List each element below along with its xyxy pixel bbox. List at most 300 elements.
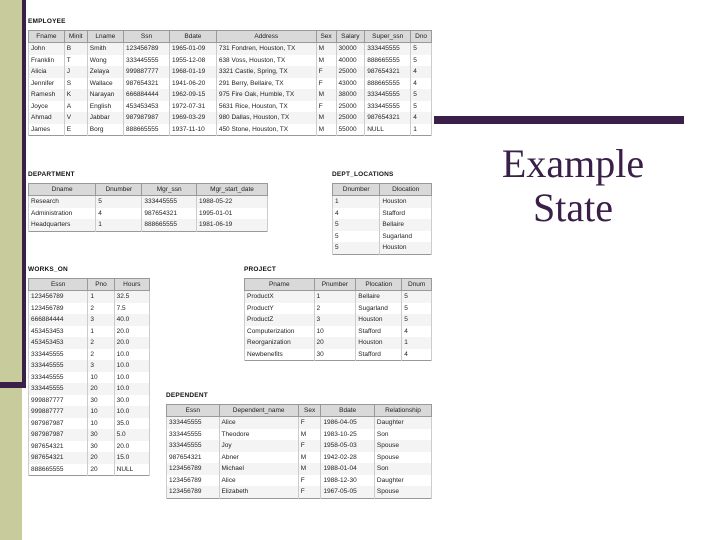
table-row	[245, 303, 432, 315]
table-cell: 1995-01-01	[197, 208, 268, 220]
table-cell: 7.5	[114, 303, 149, 315]
table-cell: 55000	[336, 124, 365, 136]
table-cell: 333445555	[29, 383, 88, 395]
table-row	[29, 395, 150, 407]
column-header: Sex	[298, 405, 321, 417]
table-row	[29, 464, 150, 476]
column-header: Mgr_ssn	[142, 184, 197, 196]
table-cell: 638 Voss, Houston, TX	[216, 55, 316, 67]
table-cell: 333445555	[167, 440, 220, 452]
table-cell: 1958-05-03	[321, 440, 374, 452]
table-cell: Bellaire	[380, 219, 432, 231]
table-cell: S	[64, 78, 87, 90]
table-cell: James	[29, 124, 65, 136]
works-on-label: WORKS_ON	[28, 266, 68, 273]
table-cell: 987987987	[123, 112, 169, 124]
table-cell: 453453453	[29, 326, 88, 338]
table-cell: 40.0	[114, 314, 149, 326]
table-cell: 20	[88, 383, 114, 395]
column-header: Fname	[29, 31, 65, 43]
table-cell: 333445555	[365, 89, 411, 101]
table-cell: 30.0	[114, 395, 149, 407]
table-cell: 123456789	[167, 475, 220, 487]
table-cell: 3	[88, 314, 114, 326]
column-header: Pname	[245, 279, 315, 291]
table-row	[29, 291, 150, 303]
table-cell: 5	[402, 291, 432, 303]
table-cell: 3321 Castle, Spring, TX	[216, 66, 316, 78]
table-cell: Smith	[87, 43, 123, 55]
column-header: Minit	[64, 31, 87, 43]
table-cell: Spouse	[374, 440, 431, 452]
dept-locations-table	[332, 183, 432, 255]
table-cell: 4	[96, 208, 142, 220]
table-row	[29, 337, 150, 349]
table-cell: 1968-01-19	[169, 66, 216, 78]
table-cell: 1967-05-05	[321, 486, 374, 498]
column-header: Relationship	[374, 405, 431, 417]
table-cell: 123456789	[167, 486, 220, 498]
table-cell: 123456789	[123, 43, 169, 55]
table-row	[333, 208, 432, 220]
table-cell: Administration	[29, 208, 96, 220]
table-cell: 1962-09-15	[169, 89, 216, 101]
table-cell: 1	[96, 219, 142, 231]
table-cell: Headquarters	[29, 219, 96, 231]
header-row	[167, 405, 432, 417]
table-row	[333, 196, 432, 208]
table-cell: Wong	[87, 55, 123, 67]
table-cell: Elizabeth	[219, 486, 298, 498]
dependent-label: DEPENDENT	[166, 392, 208, 399]
table-cell: 5	[411, 43, 432, 55]
table-cell: Research	[29, 196, 96, 208]
table-cell: 888665555	[29, 464, 88, 476]
table-cell: 20.0	[114, 326, 149, 338]
table-cell: 333445555	[365, 101, 411, 113]
column-header: Bdate	[169, 31, 216, 43]
table-cell: Ramesh	[29, 89, 65, 101]
table-row	[29, 55, 432, 67]
table-cell: M	[316, 112, 336, 124]
table-cell: 123456789	[167, 463, 220, 475]
table-cell: 5.0	[114, 429, 149, 441]
employee-label: EMPLOYEE	[28, 18, 66, 25]
table-row	[167, 452, 432, 464]
table-cell: 975 Fire Oak, Humble, TX	[216, 89, 316, 101]
table-cell: F	[298, 486, 321, 498]
employee-table	[28, 30, 432, 136]
table-row	[167, 486, 432, 498]
table-row	[29, 441, 150, 453]
table-cell: 25000	[336, 112, 365, 124]
table-cell: 4	[333, 208, 380, 220]
table-cell: 333445555	[167, 429, 220, 441]
table-cell: Borg	[87, 124, 123, 136]
table-row	[29, 43, 432, 55]
table-cell: 2	[88, 303, 114, 315]
table-cell: 30	[88, 395, 114, 407]
table-cell: 2	[88, 337, 114, 349]
left-rule	[0, 382, 26, 388]
table-cell: B	[64, 43, 87, 55]
table-row	[29, 349, 150, 361]
table-cell: 333445555	[123, 55, 169, 67]
table-cell: 10	[314, 326, 356, 338]
table-cell: Joyce	[29, 101, 65, 113]
table-cell: M	[298, 463, 321, 475]
title-line-1: Example	[501, 141, 645, 186]
table-cell: 4	[402, 326, 432, 338]
table-row	[29, 314, 150, 326]
table-cell: Michael	[219, 463, 298, 475]
table-cell: 3	[88, 360, 114, 372]
column-header: Dlocation	[380, 184, 432, 196]
column-header: Salary	[336, 31, 365, 43]
table-cell: 987654321	[365, 66, 411, 78]
column-header: Hours	[114, 279, 149, 291]
header-row	[333, 184, 432, 196]
table-cell: 30000	[336, 43, 365, 55]
project-label: PROJECT	[244, 266, 277, 273]
table-cell: 40000	[336, 55, 365, 67]
table-cell: T	[64, 55, 87, 67]
table-cell: Alice	[219, 475, 298, 487]
table-cell: 333445555	[29, 372, 88, 384]
table-cell: 25000	[336, 101, 365, 113]
table-row	[29, 112, 432, 124]
table-row	[29, 418, 150, 430]
table-cell: 1	[402, 337, 432, 349]
table-cell: 1969-03-29	[169, 112, 216, 124]
table-row	[29, 326, 150, 338]
table-cell: 987654321	[142, 208, 197, 220]
table-cell: Houston	[380, 196, 432, 208]
table-cell: F	[298, 475, 321, 487]
table-cell: 5	[333, 231, 380, 243]
table-cell: 731 Fondren, Houston, TX	[216, 43, 316, 55]
table-cell: 5	[96, 196, 142, 208]
table-cell: E	[64, 124, 87, 136]
table-cell: 1986-04-05	[321, 417, 374, 429]
table-row	[245, 291, 432, 303]
table-cell: Sugarland	[380, 231, 432, 243]
table-row	[245, 349, 432, 361]
table-cell: 987654321	[123, 78, 169, 90]
table-cell: 32.5	[114, 291, 149, 303]
table-cell: 333445555	[142, 196, 197, 208]
table-cell: 30	[88, 429, 114, 441]
table-cell: Stafford	[356, 326, 402, 338]
table-cell: 333445555	[29, 360, 88, 372]
table-cell: 4	[411, 78, 432, 90]
table-cell: Daughter	[374, 417, 431, 429]
table-row	[29, 101, 432, 113]
table-cell: 1	[314, 291, 356, 303]
table-cell: 5	[411, 101, 432, 113]
table-cell: 10.0	[114, 372, 149, 384]
column-header: Pno	[88, 279, 114, 291]
header-row	[245, 279, 432, 291]
table-row	[333, 242, 432, 254]
table-cell: M	[298, 429, 321, 441]
table-cell: Ahmad	[29, 112, 65, 124]
table-cell: Daughter	[374, 475, 431, 487]
table-cell: 15.0	[114, 452, 149, 464]
table-row	[333, 219, 432, 231]
table-cell: 1937-11-10	[169, 124, 216, 136]
table-cell: Stafford	[380, 208, 432, 220]
table-cell: 5	[333, 219, 380, 231]
table-cell: 10.0	[114, 349, 149, 361]
table-cell: F	[298, 440, 321, 452]
table-cell: 999887777	[29, 406, 88, 418]
column-header: Address	[216, 31, 316, 43]
table-cell: ProductX	[245, 291, 315, 303]
column-header: Plocation	[356, 279, 402, 291]
table-cell: M	[316, 124, 336, 136]
table-cell: Sugarland	[356, 303, 402, 315]
table-cell: 333445555	[29, 349, 88, 361]
table-row	[167, 475, 432, 487]
table-cell: Alice	[219, 417, 298, 429]
table-cell: 4	[402, 349, 432, 361]
table-cell: 453453453	[29, 337, 88, 349]
table-cell: F	[298, 417, 321, 429]
table-cell: 1942-02-28	[321, 452, 374, 464]
table-cell: 10	[88, 418, 114, 430]
table-cell: Jabbar	[87, 112, 123, 124]
table-cell: Computerization	[245, 326, 315, 338]
table-cell: 5631 Rice, Houston, TX	[216, 101, 316, 113]
table-cell: M	[316, 55, 336, 67]
table-cell: 666884444	[29, 314, 88, 326]
table-row	[29, 303, 150, 315]
table-cell: 1988-05-22	[197, 196, 268, 208]
table-cell: 20.0	[114, 441, 149, 453]
table-cell: 1983-10-25	[321, 429, 374, 441]
table-cell: 1981-06-19	[197, 219, 268, 231]
table-cell: F	[316, 101, 336, 113]
table-cell: 1965-01-09	[169, 43, 216, 55]
table-cell: Joy	[219, 440, 298, 452]
table-row	[167, 417, 432, 429]
table-cell: 20	[88, 464, 114, 476]
table-cell: Jennifer	[29, 78, 65, 90]
table-cell: 999887777	[29, 395, 88, 407]
table-cell: M	[316, 89, 336, 101]
column-header: Mgr_start_date	[197, 184, 268, 196]
table-cell: 999887777	[123, 66, 169, 78]
table-cell: ProductZ	[245, 314, 315, 326]
table-row	[245, 337, 432, 349]
table-cell: 20	[88, 452, 114, 464]
table-cell: 123456789	[29, 291, 88, 303]
table-cell: A	[64, 101, 87, 113]
table-cell: 4	[411, 66, 432, 78]
column-header: Essn	[29, 279, 88, 291]
table-cell: Son	[374, 429, 431, 441]
slide-title	[438, 142, 708, 230]
table-cell: 333445555	[365, 43, 411, 55]
table-row	[29, 429, 150, 441]
table-cell: 43000	[336, 78, 365, 90]
column-header: Dnumber	[96, 184, 142, 196]
table-cell: 35.0	[114, 418, 149, 430]
department-label: DEPARTMENT	[28, 171, 75, 178]
table-cell: Theodore	[219, 429, 298, 441]
table-cell: J	[64, 66, 87, 78]
table-cell: 1972-07-31	[169, 101, 216, 113]
column-header: Dname	[29, 184, 96, 196]
table-row	[29, 452, 150, 464]
table-row	[29, 372, 150, 384]
table-cell: Zelaya	[87, 66, 123, 78]
table-cell: NULL	[365, 124, 411, 136]
table-cell: 333445555	[167, 417, 220, 429]
table-cell: Alicia	[29, 66, 65, 78]
table-cell: M	[298, 452, 321, 464]
table-cell: 10	[88, 372, 114, 384]
table-row	[167, 440, 432, 452]
database-state-figure	[26, 16, 434, 514]
table-cell: 38000	[336, 89, 365, 101]
table-cell: Stafford	[356, 349, 402, 361]
table-row	[29, 406, 150, 418]
header-row	[29, 279, 150, 291]
table-cell: ProductY	[245, 303, 315, 315]
table-cell: Spouse	[374, 486, 431, 498]
column-header: Pnumber	[314, 279, 356, 291]
table-row	[29, 208, 268, 220]
table-cell: 1	[88, 291, 114, 303]
column-header: Dnumber	[333, 184, 380, 196]
table-row	[167, 463, 432, 475]
table-row	[29, 196, 268, 208]
table-cell: 987987987	[29, 418, 88, 430]
title-rule	[430, 116, 684, 124]
table-cell: F	[316, 66, 336, 78]
table-cell: Narayan	[87, 89, 123, 101]
table-cell: Abner	[219, 452, 298, 464]
table-cell: 5	[411, 89, 432, 101]
table-row	[29, 383, 150, 395]
table-cell: V	[64, 112, 87, 124]
table-row	[245, 326, 432, 338]
table-cell: NULL	[114, 464, 149, 476]
table-cell: 5	[333, 242, 380, 254]
table-cell: 450 Stone, Houston, TX	[216, 124, 316, 136]
dept-locations-label: DEPT_LOCATIONS	[332, 171, 394, 178]
table-cell: 987654321	[29, 441, 88, 453]
table-cell: 1988-12-30	[321, 475, 374, 487]
table-cell: 987654321	[167, 452, 220, 464]
table-cell: 987654321	[365, 112, 411, 124]
table-cell: English	[87, 101, 123, 113]
table-row	[29, 124, 432, 136]
table-cell: Houston	[356, 314, 402, 326]
table-row	[167, 429, 432, 441]
department-table	[28, 183, 268, 232]
table-cell: 291 Berry, Bellaire, TX	[216, 78, 316, 90]
left-decor-band	[0, 0, 22, 540]
table-cell: Bellaire	[356, 291, 402, 303]
header-row	[29, 31, 432, 43]
table-cell: 888665555	[142, 219, 197, 231]
table-row	[29, 360, 150, 372]
table-row	[333, 231, 432, 243]
table-cell: Spouse	[374, 452, 431, 464]
table-cell: 1941-06-20	[169, 78, 216, 90]
table-cell: 3	[314, 314, 356, 326]
column-header: Lname	[87, 31, 123, 43]
table-cell: 123456789	[29, 303, 88, 315]
title-line-2: State	[533, 185, 613, 230]
table-cell: 10	[88, 406, 114, 418]
table-cell: Houston	[356, 337, 402, 349]
table-row	[245, 314, 432, 326]
table-cell: M	[316, 43, 336, 55]
table-cell: 2	[88, 349, 114, 361]
table-row	[29, 66, 432, 78]
table-cell: Son	[374, 463, 431, 475]
table-row	[29, 78, 432, 90]
table-cell: F	[316, 78, 336, 90]
table-cell: Franklin	[29, 55, 65, 67]
table-cell: 980 Dallas, Houston, TX	[216, 112, 316, 124]
column-header: Super_ssn	[365, 31, 411, 43]
table-cell: 30	[88, 441, 114, 453]
table-cell: 10.0	[114, 383, 149, 395]
table-cell: Houston	[380, 242, 432, 254]
table-cell: 4	[411, 112, 432, 124]
table-cell: 987654321	[29, 452, 88, 464]
table-cell: 1	[411, 124, 432, 136]
table-cell: 666884444	[123, 89, 169, 101]
table-cell: 453453453	[123, 101, 169, 113]
table-cell: 10.0	[114, 360, 149, 372]
table-cell: 888665555	[123, 124, 169, 136]
column-header: Dependent_name	[219, 405, 298, 417]
table-cell: 20.0	[114, 337, 149, 349]
table-cell: Wallace	[87, 78, 123, 90]
table-cell: 25000	[336, 66, 365, 78]
table-cell: 1988-01-04	[321, 463, 374, 475]
column-header: Bdate	[321, 405, 374, 417]
column-header: Sex	[316, 31, 336, 43]
table-cell: 5	[402, 314, 432, 326]
table-cell: 5	[411, 55, 432, 67]
column-header: Essn	[167, 405, 220, 417]
project-table	[244, 278, 432, 361]
table-row	[29, 219, 268, 231]
table-cell: Newbenefits	[245, 349, 315, 361]
table-cell: 2	[314, 303, 356, 315]
table-cell: 20	[314, 337, 356, 349]
table-cell: 30	[314, 349, 356, 361]
header-row	[29, 184, 268, 196]
table-cell: John	[29, 43, 65, 55]
table-row	[29, 89, 432, 101]
column-header: Dno	[411, 31, 432, 43]
table-cell: 10.0	[114, 406, 149, 418]
column-header: Ssn	[123, 31, 169, 43]
table-cell: Reorganization	[245, 337, 315, 349]
table-cell: 987987987	[29, 429, 88, 441]
table-cell: 888665555	[365, 78, 411, 90]
table-cell: 5	[402, 303, 432, 315]
table-cell: 1955-12-08	[169, 55, 216, 67]
